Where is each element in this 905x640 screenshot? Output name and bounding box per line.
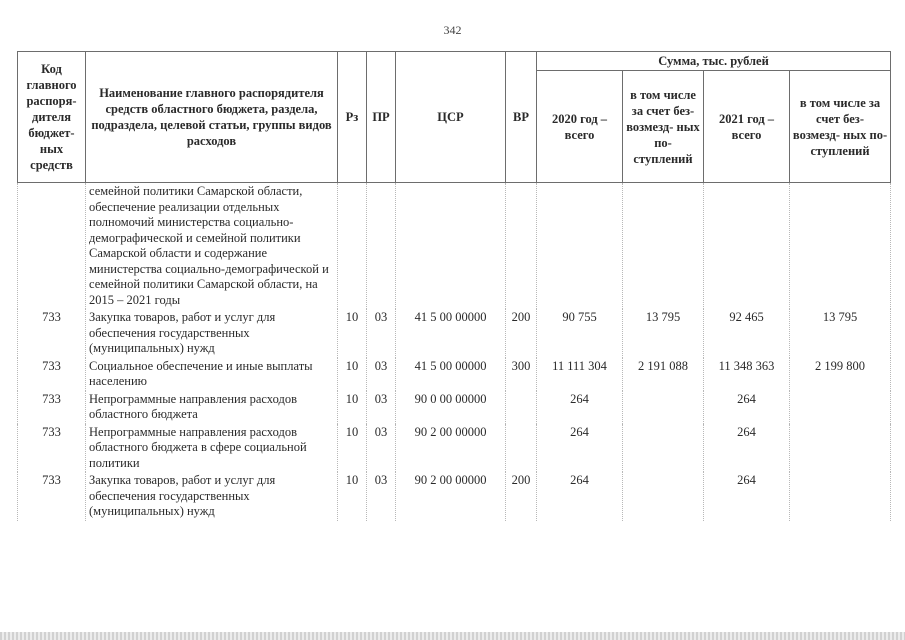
cell-2020-free bbox=[623, 183, 704, 310]
cell-pr: 03 bbox=[367, 358, 396, 391]
cell-name: Непрограммные направления расходов областного бюджета bbox=[86, 391, 338, 424]
cell-vr: 200 bbox=[506, 309, 537, 358]
cell-pr: 03 bbox=[367, 309, 396, 358]
header-vr: ВР bbox=[506, 52, 537, 183]
header-code: Код главного распоря- дителя бюджет- ных средств bbox=[18, 52, 86, 183]
cell-csr: 41 5 00 00000 bbox=[396, 309, 506, 358]
cell-2021-total: 11 348 363 bbox=[704, 358, 790, 391]
header-name: Наименование главного распорядителя средств областного бюджета, раздела, подраздела, целевой статьи, группы видов расходов bbox=[86, 52, 338, 183]
cell-code: 733 bbox=[18, 424, 86, 473]
cell-rz: 10 bbox=[338, 309, 367, 358]
cell-csr: 90 2 00 00000 bbox=[396, 472, 506, 521]
cell-2021-total: 92 465 bbox=[704, 309, 790, 358]
cell-pr bbox=[367, 183, 396, 310]
cell-vr bbox=[506, 391, 537, 424]
cell-code bbox=[18, 183, 86, 310]
cell-2021-free bbox=[790, 472, 891, 521]
cell-2021-free bbox=[790, 424, 891, 473]
cell-csr bbox=[396, 183, 506, 310]
cell-name: Социальное обеспечение и иные выплаты населению bbox=[86, 358, 338, 391]
cell-name: Непрограммные направления расходов областного бюджета в сфере социальной политики bbox=[86, 424, 338, 473]
table-row bbox=[18, 391, 891, 424]
header-2020-total: 2020 год – всего bbox=[537, 71, 623, 183]
cell-2020-total: 264 bbox=[537, 472, 623, 521]
cell-vr: 300 bbox=[506, 358, 537, 391]
table-body bbox=[18, 183, 891, 521]
budget-table bbox=[17, 51, 891, 521]
header-rz: Рз bbox=[338, 52, 367, 183]
table-row bbox=[18, 472, 891, 521]
cell-rz: 10 bbox=[338, 472, 367, 521]
table-row bbox=[18, 309, 891, 358]
table-header bbox=[18, 52, 891, 183]
cell-2020-total: 264 bbox=[537, 391, 623, 424]
cell-code: 733 bbox=[18, 472, 86, 521]
header-pr: ПР bbox=[367, 52, 396, 183]
cell-csr: 41 5 00 00000 bbox=[396, 358, 506, 391]
scan-edge bbox=[0, 632, 905, 640]
cell-2020-total bbox=[537, 183, 623, 310]
header-2021-free: в том числе за счет без- возмезд- ных по- ступлений bbox=[790, 71, 891, 183]
cell-2020-free bbox=[623, 424, 704, 473]
cell-2020-free bbox=[623, 472, 704, 521]
cell-pr: 03 bbox=[367, 391, 396, 424]
header-csr: ЦСР bbox=[396, 52, 506, 183]
cell-code: 733 bbox=[18, 391, 86, 424]
cell-2021-free bbox=[790, 391, 891, 424]
cell-2021-free bbox=[790, 183, 891, 310]
cell-pr: 03 bbox=[367, 424, 396, 473]
cell-name: семейной политики Самарской области, обеспечение реализации отдельных полномочий министерства социально-демографической и семейной политики Самарской области и содержание министерства социально-демографической и семейной политики Самарской области, на 2015 – 2021 годы bbox=[86, 183, 338, 310]
table-row bbox=[18, 358, 891, 391]
cell-rz bbox=[338, 183, 367, 310]
header-2020-free: в том числе за счет без- возмезд- ных по- ступлений bbox=[623, 71, 704, 183]
cell-csr: 90 2 00 00000 bbox=[396, 424, 506, 473]
cell-name: Закупка товаров, работ и услуг для обеспечения государственных (муниципальных) нужд bbox=[86, 472, 338, 521]
cell-vr bbox=[506, 424, 537, 473]
cell-vr: 200 bbox=[506, 472, 537, 521]
cell-2021-total: 264 bbox=[704, 424, 790, 473]
cell-2020-total: 264 bbox=[537, 424, 623, 473]
cell-2020-free: 2 191 088 bbox=[623, 358, 704, 391]
cell-csr: 90 0 00 00000 bbox=[396, 391, 506, 424]
cell-rz: 10 bbox=[338, 358, 367, 391]
cell-2020-total: 11 111 304 bbox=[537, 358, 623, 391]
cell-code: 733 bbox=[18, 358, 86, 391]
cell-code: 733 bbox=[18, 309, 86, 358]
table-row bbox=[18, 183, 891, 310]
cell-2021-total: 264 bbox=[704, 391, 790, 424]
cell-vr bbox=[506, 183, 537, 310]
header-2021-total: 2021 год – всего bbox=[704, 71, 790, 183]
page-number: 342 bbox=[443, 23, 462, 37]
cell-2021-free: 2 199 800 bbox=[790, 358, 891, 391]
cell-2020-free bbox=[623, 391, 704, 424]
cell-2021-free: 13 795 bbox=[790, 309, 891, 358]
cell-pr: 03 bbox=[367, 472, 396, 521]
table-row bbox=[18, 424, 891, 473]
cell-2021-total bbox=[704, 183, 790, 310]
cell-2020-free: 13 795 bbox=[623, 309, 704, 358]
cell-name: Закупка товаров, работ и услуг для обеспечения государственных (муниципальных) нужд bbox=[86, 309, 338, 358]
cell-2020-total: 90 755 bbox=[537, 309, 623, 358]
header-sum: Сумма, тыс. рублей bbox=[537, 52, 891, 71]
cell-2021-total: 264 bbox=[704, 472, 790, 521]
cell-rz: 10 bbox=[338, 391, 367, 424]
cell-rz: 10 bbox=[338, 424, 367, 473]
